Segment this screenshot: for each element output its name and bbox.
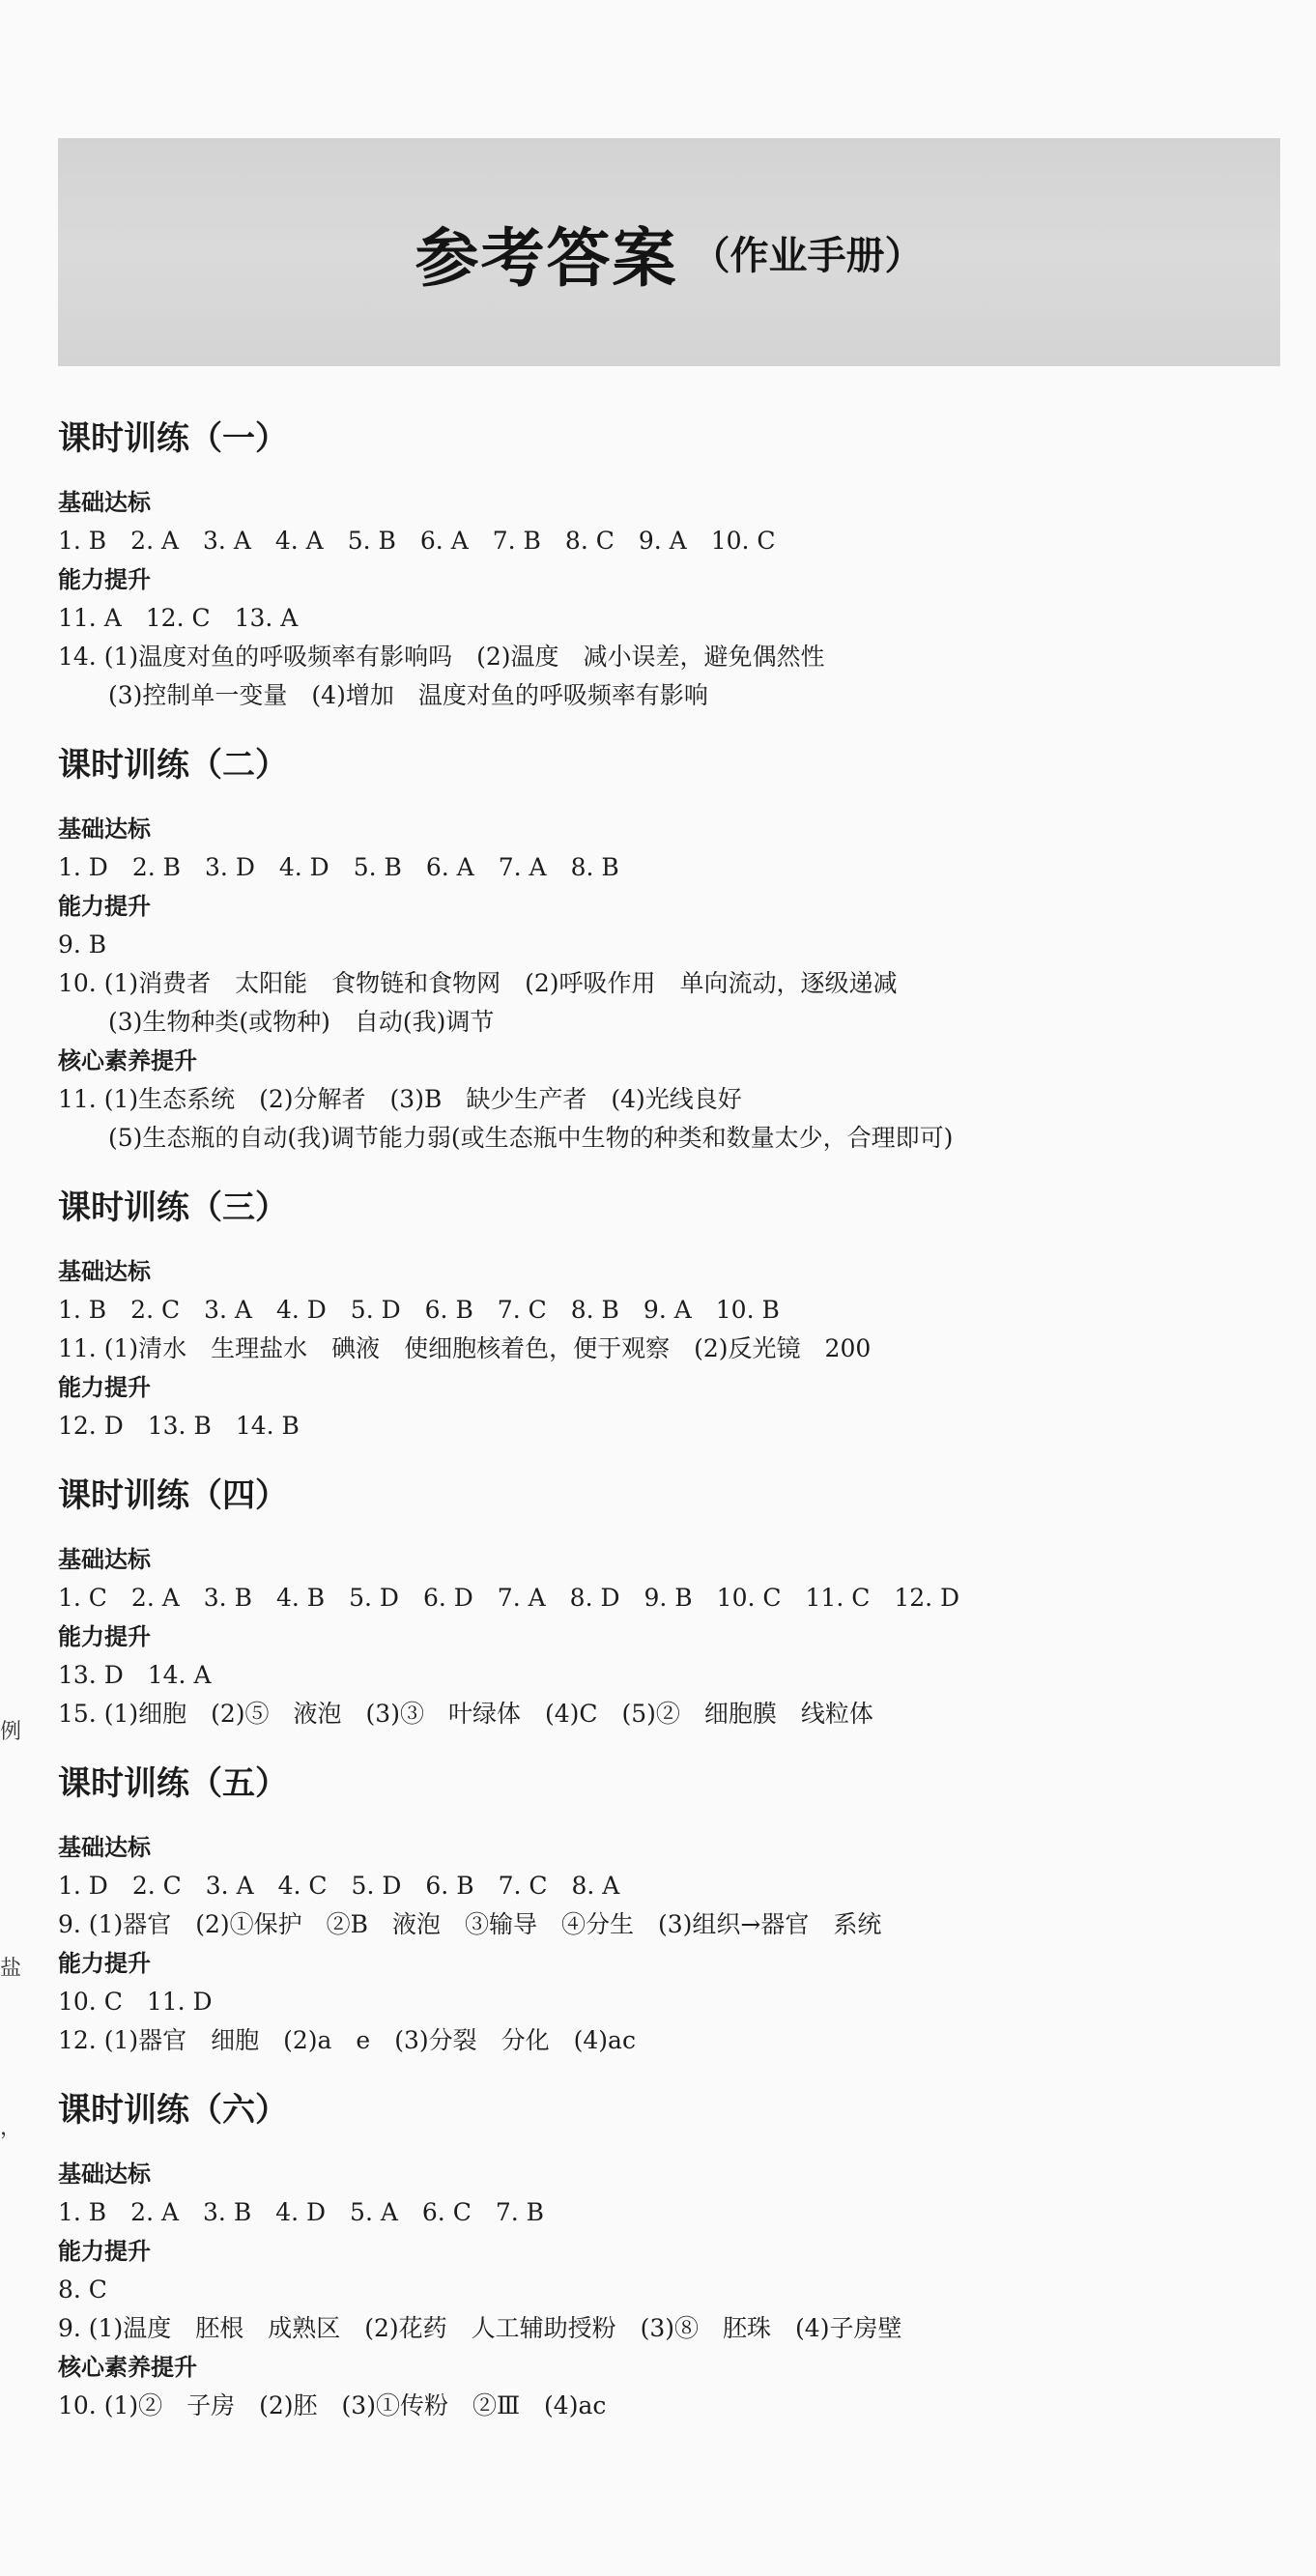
lesson-title: 课时训练（二）	[58, 746, 288, 785]
answer-content	[58, 406, 1246, 2425]
answer-line: 10. (1)消费者 太阳能 食物链和食物网 (2)呼吸作用 单向流动，逐级递减	[58, 969, 898, 997]
page-subtitle: （作业手册）	[691, 233, 924, 278]
margin-mark: ，	[0, 2116, 22, 2140]
answer-line: 9. B	[58, 930, 107, 959]
lesson-title: 课时训练（五）	[58, 1764, 288, 1803]
section-heading: 基础达标	[58, 1258, 151, 1285]
answer-line: 10. (1)② 子房 (2)胚 (3)①传粉 ②Ⅲ (4)ac	[58, 2391, 607, 2419]
answer-line: 1. B 2. A 3. A 4. A 5. B 6. A 7. B 8. C 9. A 10. C	[58, 527, 776, 555]
lesson-title: 课时训练（六）	[58, 2091, 288, 2130]
answer-line: 1. B 2. C 3. A 4. D 5. D 6. B 7. C 8. B 9. A 10. B	[58, 1296, 780, 1324]
answer-line: 1. C 2. A 3. B 4. B 5. D 6. D 7. A 8. D 9. B 10. C 11. C 12. D	[58, 1584, 960, 1612]
section-heading: 能力提升	[58, 1374, 151, 1401]
answer-line: 12. (1)器官 细胞 (2)a e (3)分裂 分化 (4)ac	[58, 2026, 636, 2054]
answer-line: 11. (1)生态系统 (2)分解者 (3)B 缺少生产者 (4)光线良好	[58, 1085, 742, 1113]
section-heading: 能力提升	[58, 566, 151, 593]
section-heading: 能力提升	[58, 893, 151, 920]
answer-line: (3)生物种类(或物种) 自动(我)调节	[108, 1008, 495, 1036]
answer-line: (3)控制单一变量 (4)增加 温度对鱼的呼吸频率有影响	[108, 681, 708, 709]
section-heading: 核心素养提升	[58, 2354, 197, 2381]
section-heading: 能力提升	[58, 1950, 151, 1977]
section-heading: 基础达标	[58, 1546, 151, 1573]
lesson-section	[58, 1473, 1246, 1733]
lesson-title: 课时训练（四）	[58, 1476, 288, 1515]
lesson-section	[58, 1760, 1246, 2060]
answer-line: 10. C 11. D	[58, 1988, 213, 2016]
section-heading: 核心素养提升	[58, 1047, 197, 1074]
answer-line: 8. C	[58, 2275, 107, 2304]
section-heading: 基础达标	[58, 2161, 151, 2188]
lesson-section	[58, 1185, 1246, 1445]
lesson-section	[58, 742, 1246, 1158]
answer-line: 1. D 2. B 3. D 4. D 5. B 6. A 7. A 8. B	[58, 853, 619, 881]
section-heading: 能力提升	[58, 1623, 151, 1650]
answer-line: 15. (1)细胞 (2)⑤ 液泡 (3)③ 叶绿体 (4)C (5)② 细胞膜 线粒体	[58, 1700, 873, 1728]
page-title: 参考答案	[415, 220, 678, 296]
section-heading: 能力提升	[58, 2238, 151, 2265]
header-banner	[58, 138, 1280, 366]
answer-line: 1. D 2. C 3. A 4. C 5. D 6. B 7. C 8. A	[58, 1872, 620, 1900]
section-heading: 基础达标	[58, 1834, 151, 1861]
answer-line: 13. D 14. A	[58, 1661, 212, 1689]
answer-line: 1. B 2. A 3. B 4. D 5. A 6. C 7. B	[58, 2198, 544, 2226]
answer-line: 11. A 12. C 13. A	[58, 604, 299, 632]
answer-line: 9. (1)温度 胚根 成熟区 (2)花药 人工辅助授粉 (3)⑧ 胚珠 (4)子房壁	[58, 2314, 902, 2342]
lesson-section	[58, 2087, 1246, 2425]
lesson-title: 课时训练（三）	[58, 1188, 288, 1227]
answer-line: 14. (1)温度对鱼的呼吸频率有影响吗 (2)温度 减小误差，避免偶然性	[58, 643, 825, 671]
lesson-title: 课时训练（一）	[58, 419, 288, 458]
answer-line: 12. D 13. B 14. B	[58, 1412, 300, 1440]
margin-mark: 例	[0, 1720, 22, 1744]
answer-line: 9. (1)器官 (2)①保护 ②B 液泡 ③输导 ④分生 (3)组织→器官 系统	[58, 1910, 882, 1938]
margin-mark: 盐	[0, 1957, 22, 1981]
answer-line: 11. (1)清水 生理盐水 碘液 使细胞核着色，便于观察 (2)反光镜 200	[58, 1334, 872, 1362]
section-heading: 基础达标	[58, 489, 151, 516]
section-heading: 基础达标	[58, 816, 151, 843]
lesson-section	[58, 415, 1246, 715]
answer-line: (5)生态瓶的自动(我)调节能力弱(或生态瓶中生物的种类和数量太少，合理即可)	[108, 1124, 954, 1152]
